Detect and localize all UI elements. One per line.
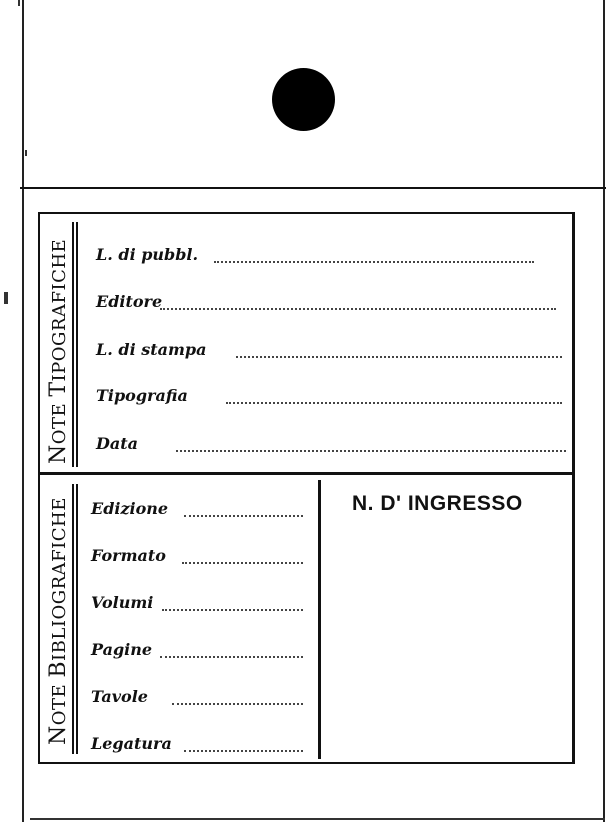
bibliografiche-side-rule: [76, 484, 78, 754]
scan-speck: [18, 0, 20, 6]
bibliografiche-side-rule: [72, 484, 74, 754]
punch-hole: [272, 68, 335, 131]
blank-line: [176, 448, 566, 452]
field-label-tipografia: Tipografia: [96, 386, 188, 405]
blank-line: [160, 654, 303, 658]
field-label-formato: Formato: [91, 546, 166, 565]
column-divider: [318, 480, 321, 759]
field-label-edizione: Edizione: [91, 499, 169, 518]
field-label-volumi: Volumi: [91, 593, 154, 612]
blank-line: [184, 748, 303, 752]
field-label-data: Data: [96, 434, 138, 453]
blank-line: [160, 306, 556, 310]
field-label-tavole: Tavole: [91, 687, 148, 706]
field-label-editore: Editore: [96, 292, 163, 311]
card-left-edge: [22, 0, 24, 822]
field-label-luogo-pubblicazione: L. di pubbl.: [96, 245, 199, 264]
tipografiche-side-rule: [72, 222, 74, 467]
blank-line: [172, 701, 303, 705]
tipografiche-side-rule: [76, 222, 78, 467]
blank-line: [182, 560, 303, 564]
fold-line: [20, 187, 606, 189]
field-label-legatura: Legatura: [91, 734, 172, 753]
scan-speck: [4, 292, 8, 304]
numero-ingresso-label: N. D' INGRESSO: [352, 492, 523, 515]
note-bibliografiche-title: NOTE BIBLIOGRAFICHE: [46, 497, 71, 745]
field-label-luogo-stampa: L. di stampa: [96, 340, 207, 359]
section-divider: [38, 472, 575, 475]
blank-line: [226, 400, 562, 404]
blank-line: [184, 513, 303, 517]
scan-speck: [25, 150, 27, 156]
field-label-pagine: Pagine: [91, 640, 153, 659]
card-right-edge: [603, 0, 605, 822]
card-bottom-edge: [30, 818, 605, 820]
blank-line: [236, 354, 562, 358]
blank-line: [162, 607, 303, 611]
note-tipografiche-title: NOTE TIPOGRAFICHE: [46, 238, 71, 464]
blank-line: [214, 259, 534, 263]
